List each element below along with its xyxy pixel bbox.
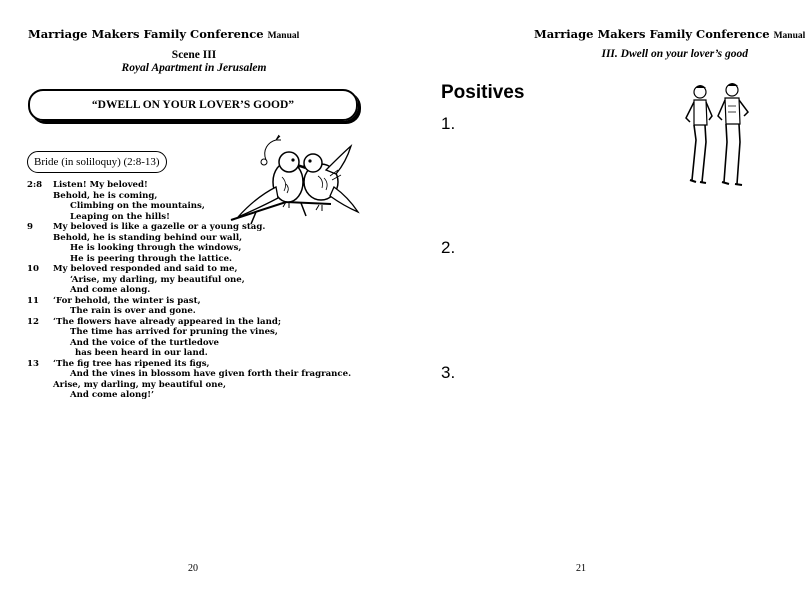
verse-text: Behold, he is coming, (53, 190, 158, 201)
left-page (0, 0, 388, 600)
section-subtitle: III. Dwell on your lover’s good (601, 48, 748, 60)
scene-subtitle: Royal Apartment in Jerusalem (121, 62, 267, 74)
positive-item-3: 3. (441, 363, 456, 382)
positives-heading: Positives (441, 82, 525, 103)
verse-number: 10 (27, 264, 39, 274)
verse-text: ‘The fig tree has ripened its figs, (53, 358, 210, 369)
verse-text: And the vines in blossom have given forth their fragrance. (70, 369, 352, 379)
verse-line (27, 359, 357, 370)
verse-text: Leaping on the hills! (70, 211, 170, 222)
speaker-label: Bride (in soliloquy) (2:8-13) (27, 151, 167, 173)
verse-line (27, 243, 357, 254)
verse-line (27, 254, 357, 265)
verse-text: Listen! My beloved! (53, 180, 148, 190)
verse-line (27, 348, 357, 359)
verse-text: He is looking through the windows, (70, 243, 242, 253)
verse-line (27, 327, 357, 338)
title-banner (28, 89, 358, 121)
verse-text: Arise, my darling, my beautiful one, (53, 379, 226, 390)
verse-line (27, 380, 357, 391)
verse-line (27, 296, 357, 307)
verse-line (27, 306, 357, 317)
page-number-right: 21 (576, 563, 586, 574)
header-title: Marriage Makers Family Conference (28, 27, 264, 41)
positive-item-1: 1. (441, 114, 456, 133)
verse-line (27, 222, 357, 233)
verse-number: 12 (27, 316, 39, 327)
right-page (388, 0, 805, 600)
right-running-header (534, 27, 805, 41)
verse-line (27, 317, 357, 328)
verse-line (27, 369, 357, 380)
verse-text: ‘The flowers have already appeared in the land; (53, 316, 282, 327)
verse-text: has been heard in our land. (75, 348, 208, 358)
verse-text: He is peering through the lattice. (70, 253, 233, 264)
verse-text: Climbing on the mountains, (70, 201, 205, 211)
verse-line (27, 212, 357, 223)
header-suffix: Manual (773, 31, 805, 41)
positive-item-2: 2. (441, 238, 456, 257)
verse-line (27, 233, 357, 244)
verse-line (27, 285, 357, 296)
verse-text: And come along. (70, 285, 151, 295)
left-running-header (28, 27, 299, 41)
header-title: Marriage Makers Family Conference (534, 27, 770, 41)
verse-text: And come along!’ (70, 390, 155, 400)
scene-title: Scene III (171, 49, 217, 61)
verse-text: The time has arrived for pruning the vines, (70, 327, 278, 337)
verse-line (27, 201, 357, 212)
verse-number: 13 (27, 358, 39, 369)
verse-list (27, 180, 357, 401)
verse-number: 11 (27, 295, 39, 306)
verse-number: 2:8 (27, 180, 43, 190)
verse-number: 9 (27, 222, 33, 232)
verse-text: ‘For behold, the winter is past, (53, 295, 201, 306)
header-suffix: Manual (267, 31, 300, 41)
runners-illustration (682, 80, 754, 190)
verse-line (27, 180, 357, 191)
verse-line (27, 264, 357, 275)
verse-text: And the voice of the turtledove (70, 337, 220, 348)
banner-text: “DWELL ON YOUR LOVER’S GOOD” (91, 99, 295, 111)
verse-line (27, 390, 357, 401)
verse-line (27, 275, 357, 286)
verse-text: My beloved responded and said to me, (53, 264, 238, 274)
verse-line (27, 191, 357, 202)
verse-text: The rain is over and gone. (70, 306, 196, 316)
verse-text: ‘Arise, my darling, my beautiful one, (70, 274, 245, 285)
verse-text: Behold, he is standing behind our wall, (53, 232, 243, 243)
verse-line (27, 338, 357, 349)
page-number-left: 20 (188, 563, 198, 574)
verse-text: My beloved is like a gazelle or a young stag. (53, 222, 266, 232)
